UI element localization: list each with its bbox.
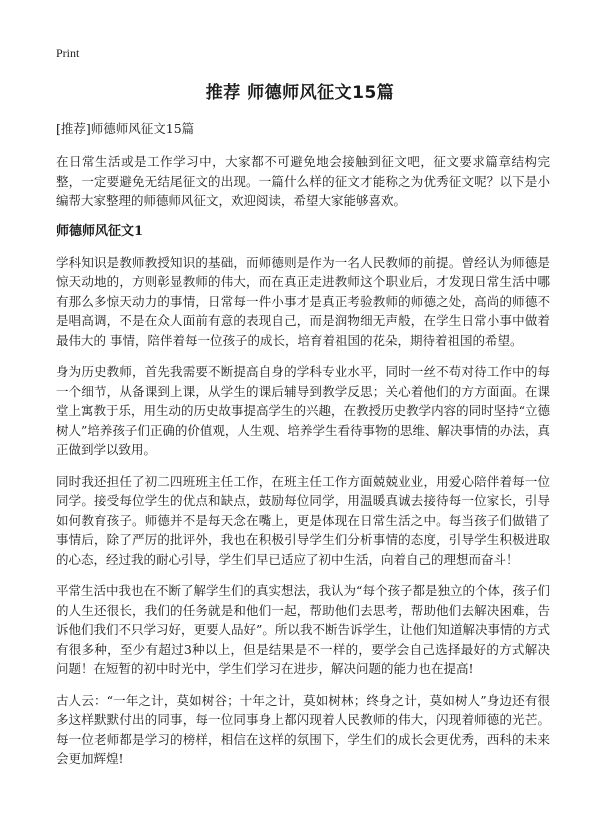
print-link[interactable]: Print [56, 46, 80, 60]
body-paragraph-5: 古人云：“一年之计，莫如树谷；十年之计，莫如树林；终身之计，莫如树人”身边还有很多这样默默付出的同事，每一位同事身上都闪现着人民教师的伟大，闪现着师德的光芒。每一位老师都是学习的榜样，相信在这样的氛围下，学生们的成长会更优秀，西科的未来会更加辉煌! [56, 692, 550, 766]
document-subtitle: [推荐]师德师风征文15篇 [56, 121, 195, 136]
body-paragraph-3: 同时我还担任了初二四班班主任工作，在班主任工作方面兢兢业业，用爱心陪伴着每一位同学。接受每位学生的优点和缺点，鼓励每位同学，用温暖真诚去接待每一位家长，引导如何教育孩子。师德并不是每天念在嘴上，更是体现在日常生活之中。每当孩子们做错了事情后，除了严厉的批评外，我也在积极引导学生们分析事情的态度，引导学生积极进取的心态，经过我的耐心引导，学生们早已适应了初中生活，向着自己的理想而奋斗！ [56, 473, 550, 567]
document-title: 推荐 师德师风征文15篇 [205, 83, 395, 103]
section-heading: 师德师风征文1 [56, 223, 144, 239]
body-paragraph-4: 平常生活中我也在不断了解学生们的真实想法，我认为“每个孩子都是独立的个体，孩子们的人生还很长，我们的任务就是和他们一起，帮助他们去思考，帮助他们去解决困难，告诉他们我们不只学习好，更要人品好”。所以我不断告诉学生，让他们知道解决事情的方式有很多种，至少有超过3种以上，但是结果是不一样的，要学会自己选择最好的方式解决问题！在短暂的初中时光中，学生们学习在进步，解决问题的能力也在提高! [56, 583, 550, 676]
body-paragraph-2: 身为历史教师，首先我需要不断提高自身的学科专业水平，同时一丝不苟对待工作中的每一个细节，从备课到上课，从学生的课后辅导到教学反思；关心着他们的方方面面。在课堂上寓教于乐，用生动的历史故事提高学生的兴趣，在教授历史教学内容的同时坚持“立德树人”培养孩子们正确的价值观，人生观、培养学生看待事物的思维、解决事情的办法，真正做到学以致用。 [56, 364, 550, 457]
document-body [56, 120, 550, 781]
body-paragraph-1: 学科知识是教师教授知识的基础，而师德则是作为一名人民教师的前提。曾经认为师德是惊天动地的，方则彰显教师的伟大，而在真正走进教师这个职业后，才发现日常生活中哪有那么多惊天动力的事情，日常每一件小事才是真正考验教师的师德之处，高尚的师德不是唱高调，不是在众人面前有意的表现自己，而是润物细无声般，在学生日常小事中做着最伟大的 事情，陪伴着每一位孩子的成长，培育着祖国的花朵，期待着祖国的希望。 [56, 254, 550, 348]
intro-paragraph: 在日常生活或是工作学习中，大家都不可避免地会接触到征文吧，征文要求篇章结构完整，一定要避免无结尾征文的出现。一篇什么样的征文才能称之为优秀征文呢？以下是小编帮大家整理的师德师风征文，欢迎阅读，希望大家能够喜欢。 [56, 154, 550, 208]
